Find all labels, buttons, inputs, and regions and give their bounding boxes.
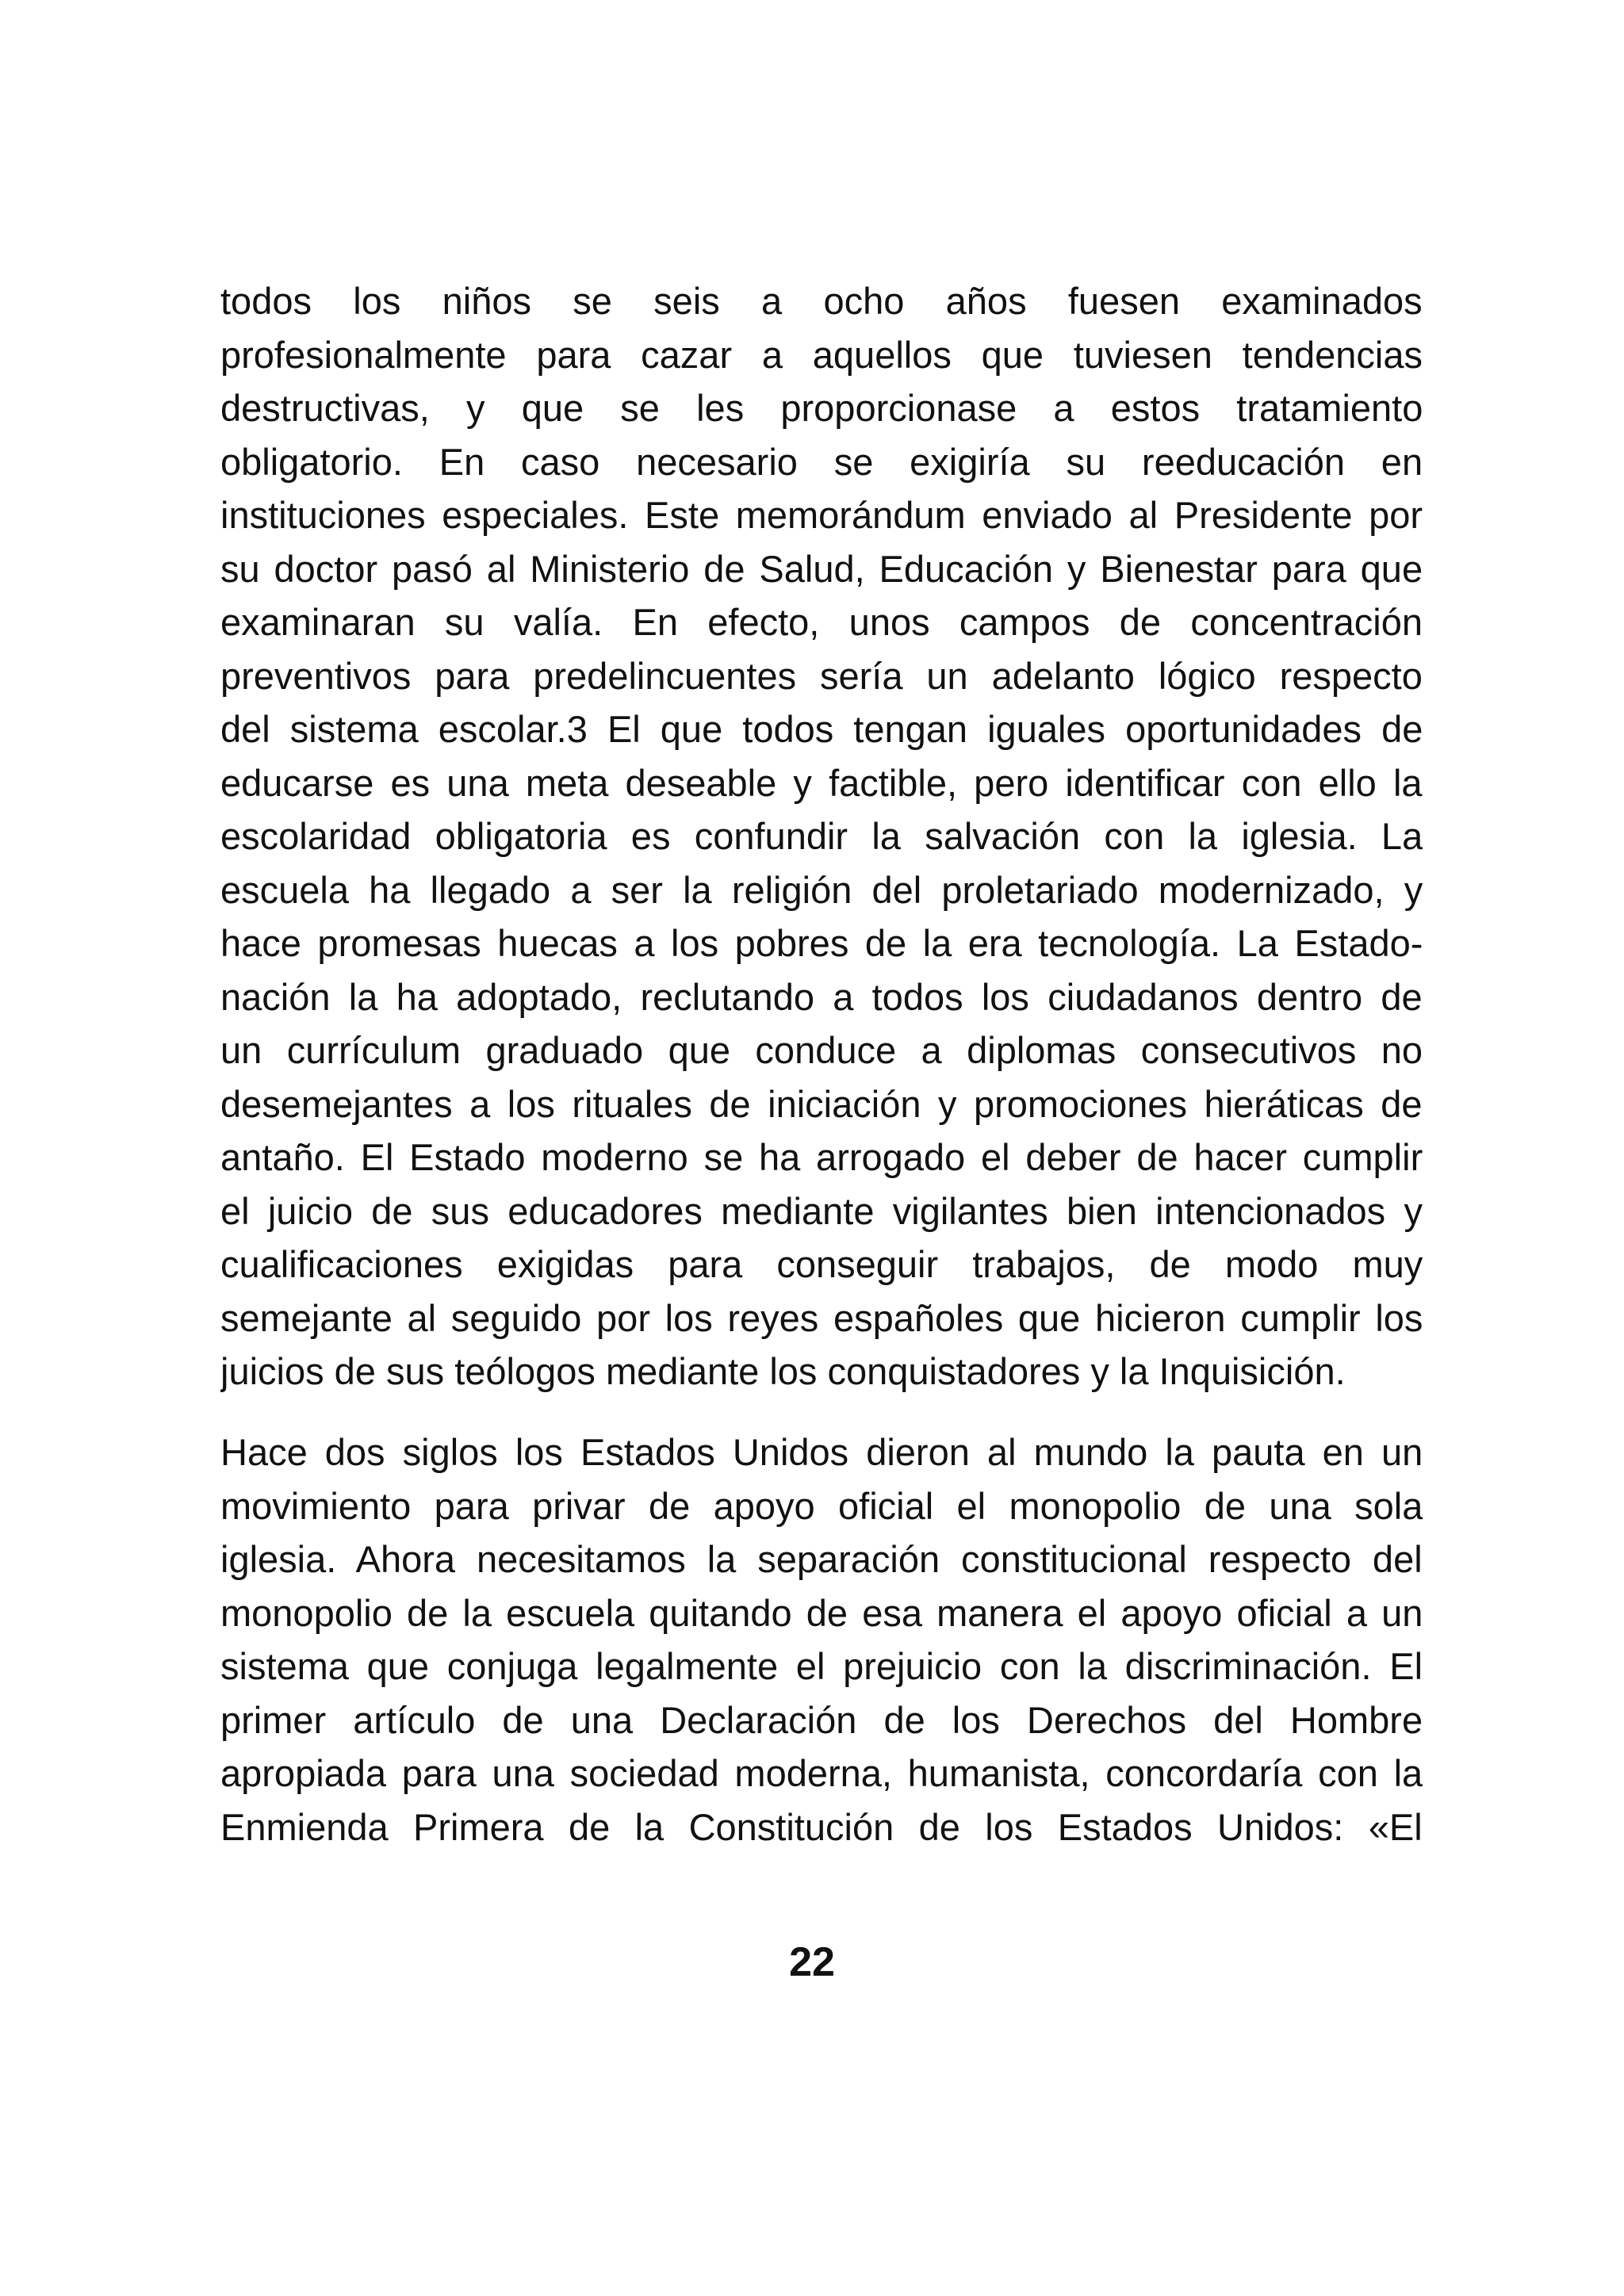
text-line: juicios de sus teólogos mediante los conquistadores y la Inquisición. [220, 1350, 1346, 1392]
text-line: su doctor pasó al Ministerio de Salud, Educación y Bienestar para que [220, 547, 1423, 590]
text-line: hace promesas huecas a los pobres de la era tecnología. La Estado- [220, 922, 1423, 964]
text-line: preventivos para predelincuentes sería un adelanto lógico respecto [220, 654, 1423, 697]
text-line: apropiada para una sociedad moderna, humanista, concordaría con la [220, 1752, 1423, 1794]
text-line: educarse es una meta deseable y factible, pero identificar con ello la [220, 761, 1423, 804]
text-line: Hace dos siglos los Estados Unidos dieron al mundo la pauta en un [220, 1431, 1423, 1473]
text-line: escolaridad obligatoria es confundir la salvación con la iglesia. La [220, 815, 1423, 857]
text-line: antaño. El Estado moderno se ha arrogado el deber de hacer cumplir [220, 1136, 1423, 1178]
text-line: cualificaciones exigidas para conseguir trabajos, de modo muy [220, 1243, 1423, 1285]
text-line: Enmienda Primera de la Constitución de los Estados Unidos: «El [220, 1805, 1423, 1848]
text-line: primer artículo de una Declaración de los Derechos del Hombre [220, 1698, 1423, 1741]
text-line: movimiento para privar de apoyo oficial el monopolio de una sola [220, 1484, 1423, 1527]
text-line: nación la ha adoptado, reclutando a todos los ciudadanos dentro de [220, 975, 1423, 1018]
text-line: instituciones especiales. Este memorándum enviado al Presidente por [220, 494, 1423, 536]
paragraph-1 [220, 274, 1423, 1399]
text-line: el juicio de sus educadores mediante vigilantes bien intencionados y [220, 1189, 1423, 1232]
text-line: monopolio de la escuela quitando de esa manera el apoyo oficial a un [220, 1591, 1423, 1634]
text-line: todos los niños se seis a ocho años fuesen examinados [220, 280, 1423, 322]
paragraph-2 [220, 1425, 1423, 1854]
text-line: un currículum graduado que conduce a diplomas consecutivos no [220, 1029, 1423, 1071]
text-line: semejante al seguido por los reyes españoles que hicieron cumplir los [220, 1296, 1423, 1339]
text-line: desemejantes a los rituales de iniciación y promociones hieráticas de [220, 1082, 1423, 1125]
text-line: profesionalmente para cazar a aquellos que tuviesen tendencias [220, 333, 1423, 376]
text-line: destructivas, y que se les proporcionase a estos tratamiento [220, 387, 1423, 429]
text-line: del sistema escolar.3 El que todos tengan iguales oportunidades de [220, 708, 1423, 750]
text-line: examinaran su valía. En efecto, unos campos de concentración [220, 601, 1423, 643]
page-number: 22 [789, 1939, 835, 1985]
text-line: escuela ha llegado a ser la religión del proletariado modernizado, y [220, 868, 1423, 911]
text-line: iglesia. Ahora necesitamos la separación constitucional respecto del [220, 1538, 1423, 1580]
text-line: sistema que conjuga legalmente el prejuicio con la discriminación. El [220, 1645, 1423, 1687]
text-line: obligatorio. En caso necesario se exigiría su reeducación en [220, 440, 1423, 483]
